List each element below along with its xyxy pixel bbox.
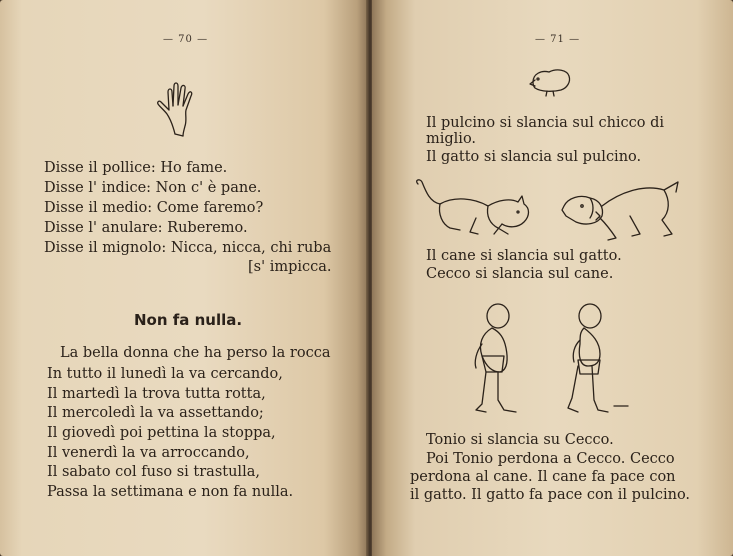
text-line: Il pulcino si slancia sul chicco di [426, 115, 665, 131]
verse-line: Il giovedì poi pettina la stoppa, [47, 425, 276, 441]
verse-line: Il mercoledì la va assettando; [47, 405, 264, 421]
verse-line: La bella donna che ha perso la rocca [60, 345, 331, 361]
poem-line: Disse il mignolo: Nicca, nicca, chi ruba [44, 240, 332, 256]
verse-line: Passa la settimana e non fa nulla. [47, 484, 294, 500]
page-number-right: — 71 — [535, 34, 581, 45]
boys-icon [468, 300, 634, 422]
verse-line: In tutto il lunedì la va cercando, [47, 366, 283, 382]
text-line: Cecco si slancia sul cane. [426, 266, 614, 282]
text-line: Poi Tonio perdona a Cecco. Cecco [426, 451, 675, 467]
text-line: il gatto. Il gatto fa pace con il pulcino. [410, 487, 691, 503]
poem-line: Disse il pollice: Ho fame. [44, 160, 228, 176]
verse-line: Il venerdì la va arroccando, [47, 445, 250, 461]
text-line: perdona al cane. Il cane fa pace con [410, 469, 676, 485]
poem-line: [s' impicca. [248, 259, 332, 275]
right-page [372, 0, 733, 556]
page-number-left: — 70 — [163, 34, 209, 45]
dog-icon [560, 176, 690, 244]
cat-icon [414, 178, 542, 238]
hand-icon [155, 80, 211, 138]
text-line: Tonio si slancia su Cecco. [426, 432, 614, 448]
verse-line: Il martedì la trova tutta rotta, [47, 386, 266, 402]
chick-icon [527, 64, 577, 98]
poem-line: Disse il medio: Come faremo? [44, 200, 264, 216]
poem-line: Disse l' indice: Non c' è pane. [44, 180, 262, 196]
text-line: miglio. [426, 131, 477, 147]
section-title: Non fa nulla. [134, 311, 243, 329]
poem-line: Disse l' anulare: Ruberemo. [44, 220, 248, 236]
text-line: Il cane si slancia sul gatto. [426, 248, 622, 264]
text-line: Il gatto si slancia sul pulcino. [426, 149, 642, 165]
verse-line: Il sabato col fuso si trastulla, [47, 464, 260, 480]
